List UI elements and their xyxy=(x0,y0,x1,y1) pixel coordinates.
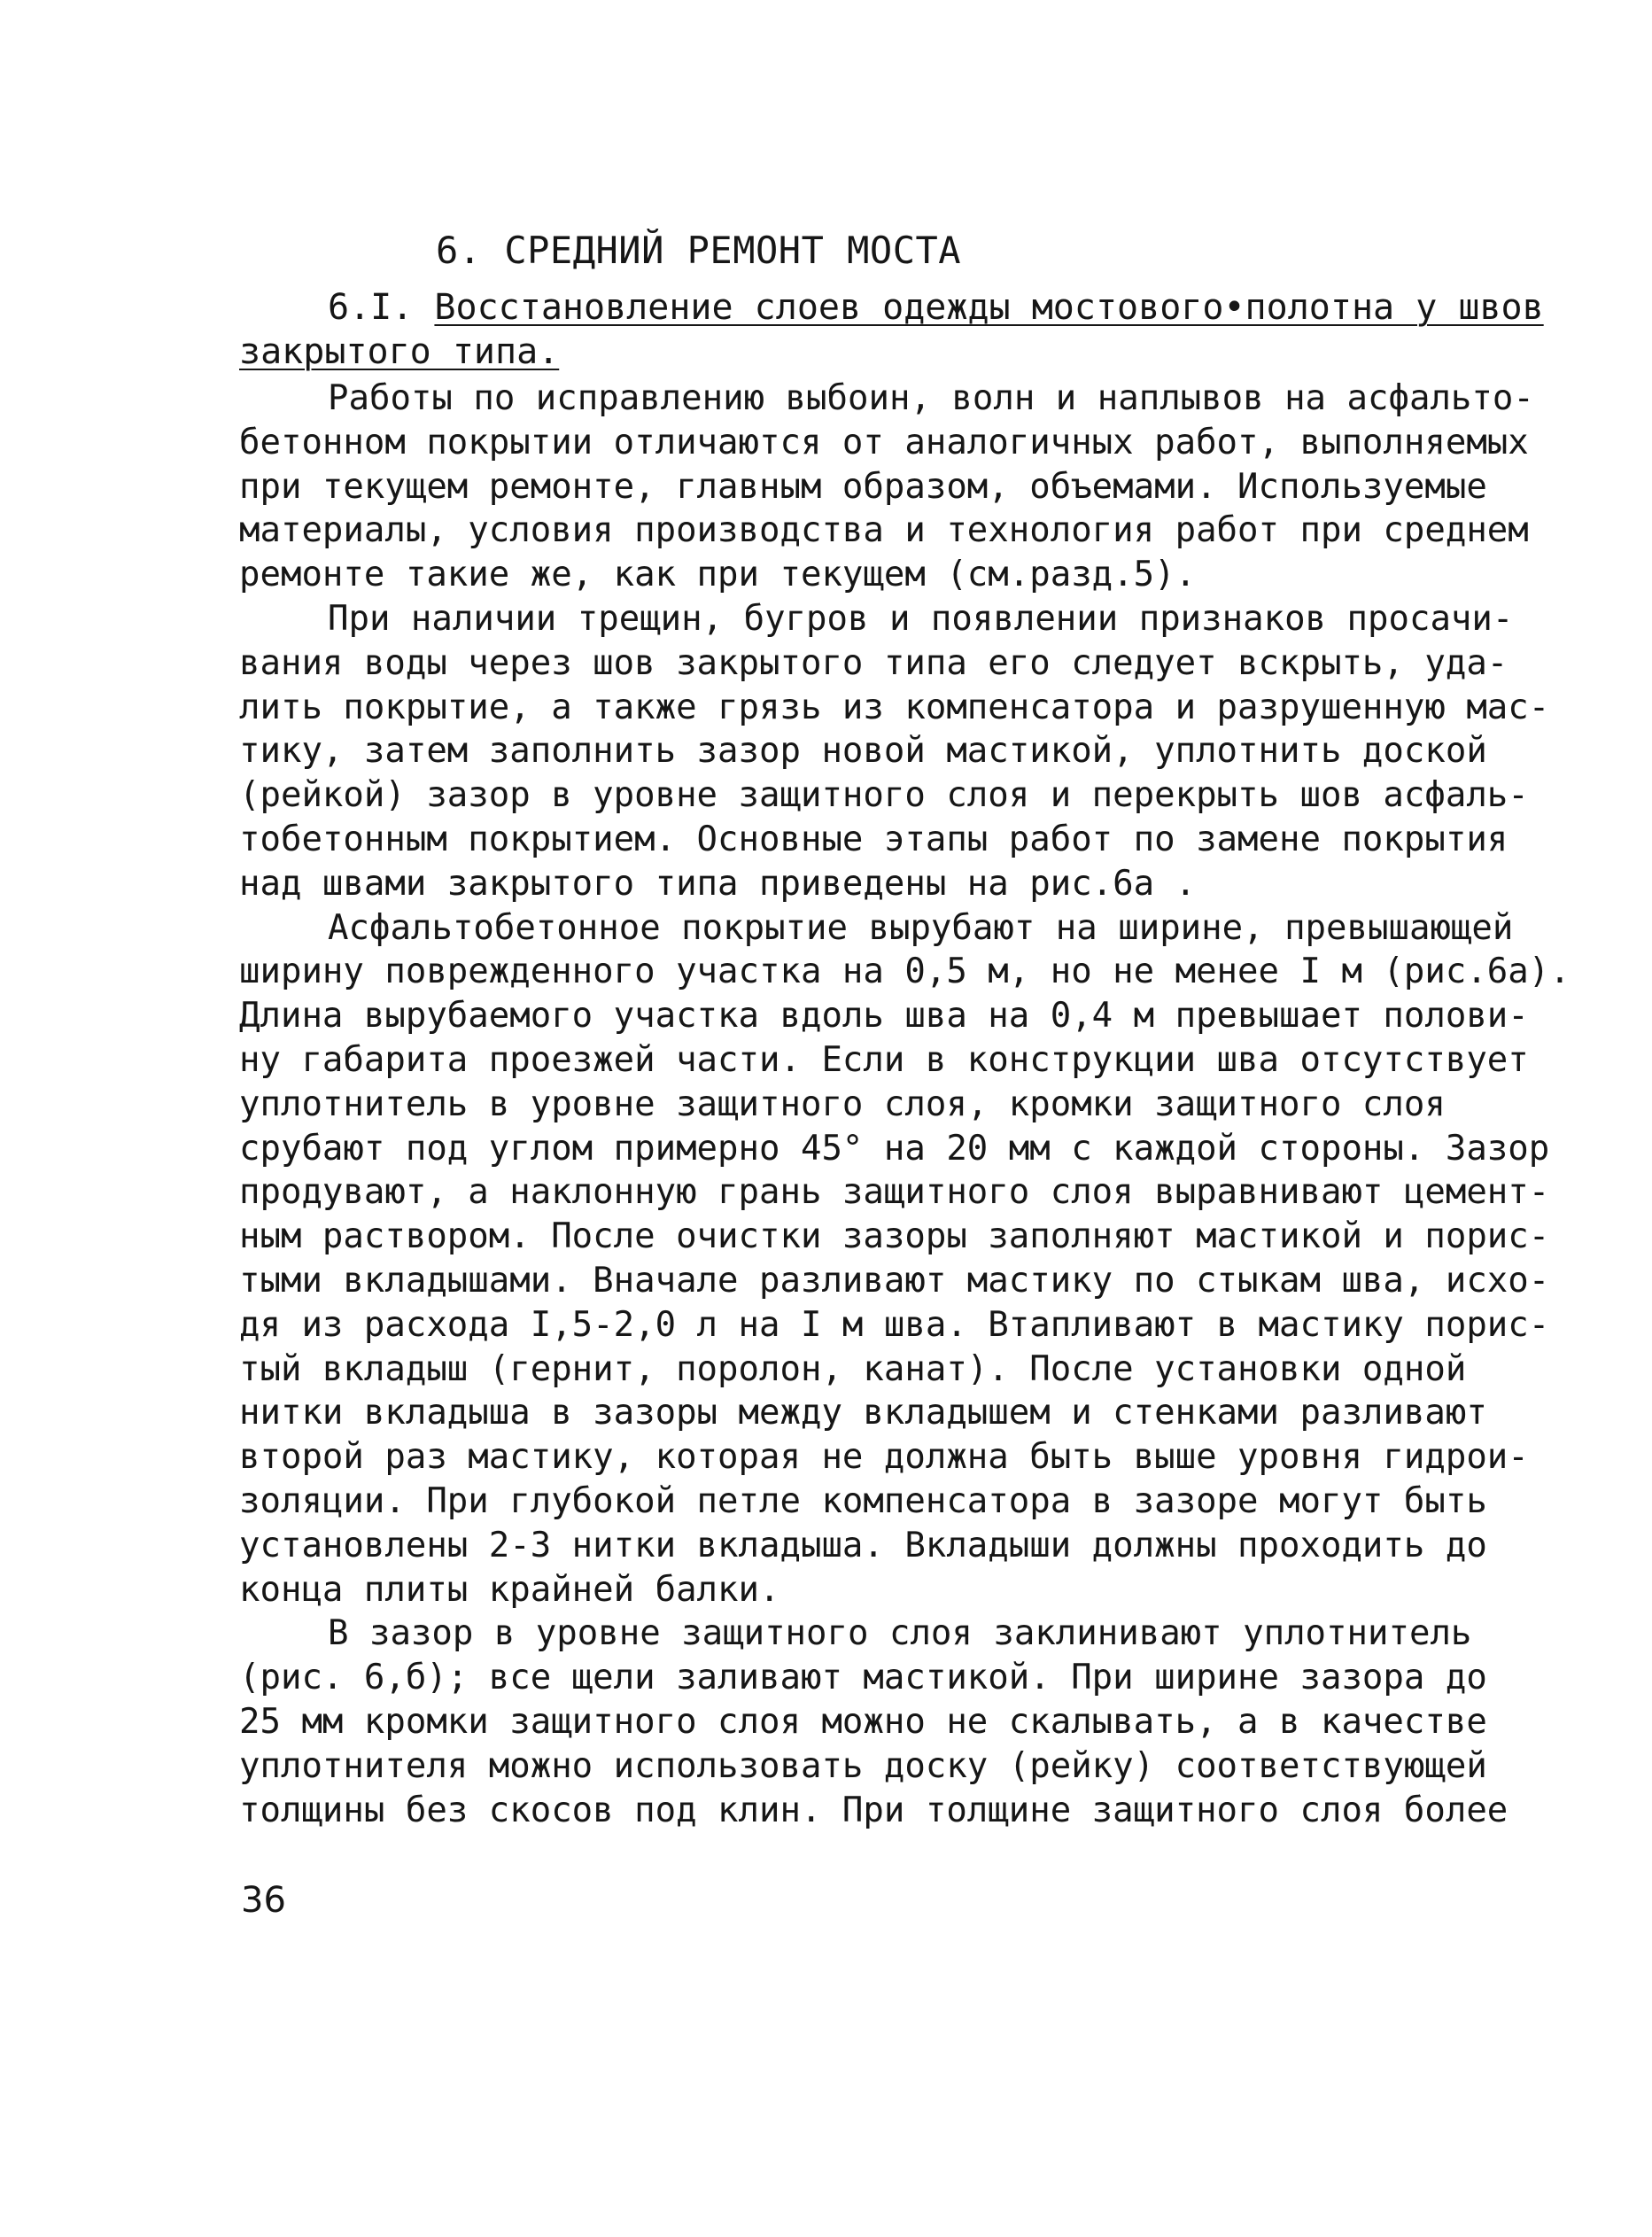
text-line: ным раствором. После очистки зазоры заполняют мастикой и порис- xyxy=(239,1216,1550,1257)
text-line: тобетонным покрытием. Основные этапы работ по замене покрытия xyxy=(239,819,1509,859)
text-line: уплотнитель в уровне защитного слоя, кромки защитного слоя xyxy=(239,1084,1446,1124)
paragraph xyxy=(239,377,1534,597)
text-line: продувают, а наклонную грань защитного слоя выравнивают цемент- xyxy=(239,1172,1550,1213)
text-line: срубают под углом примерно 45° на 20 мм с каждой стороны. Зазор xyxy=(239,1128,1550,1169)
page-number: 36 xyxy=(241,1880,286,1921)
text-line: материалы, условия производства и технология работ при среднем xyxy=(239,510,1529,551)
subsection-title-line-1: Восстановление слоев одежды мостового•полотна у швов xyxy=(434,287,1544,328)
text-line: уплотнителя можно использовать доску (рейку) соответствующей xyxy=(239,1745,1487,1786)
text-line: Работы по исправлению выбоин, волн и наплывов на асфальто- xyxy=(328,378,1534,418)
text-line: ремонте такие же, как при текущем (см.разд.5). xyxy=(239,555,1197,595)
text-line: золяции. При глубокой петле компенсатора в зазоре могут быть xyxy=(239,1480,1487,1521)
subsection-heading xyxy=(239,285,1544,374)
text-line: Длина вырубаемого участка вдоль шва на 0,4 м превышает полови- xyxy=(239,996,1529,1037)
text-line: (рис. 6,б); все щели заливают мастикой. При ширине зазора до xyxy=(239,1658,1487,1698)
text-line: Асфальтобетонное покрытие вырубают на ширине, превышающей xyxy=(328,907,1514,948)
paragraph xyxy=(239,597,1550,906)
text-line: при текущем ремонте, главным образом, объемами. Используемые xyxy=(239,466,1487,507)
subsection-number: 6.I. xyxy=(328,287,414,328)
body-text xyxy=(239,377,1571,1832)
text-line: бетонном покрытии отличаются от аналогичных работ, выполняемых xyxy=(239,422,1529,462)
text-line: При наличии трещин, бугров и появлении признаков просачи- xyxy=(328,598,1514,639)
paragraph xyxy=(239,1612,1509,1832)
text-line: лить покрытие, а также грязь из компенсатора и разрушенную мас- xyxy=(239,687,1550,727)
text-line: (рейкой) зазор в уровне защитного слоя и перекрыть шов асфаль- xyxy=(239,775,1529,816)
text-line: конца плиты крайней балки. xyxy=(239,1569,780,1610)
section-title: 6. СРЕДНИЙ РЕМОНТ МОСТА xyxy=(436,229,962,272)
text-line: дя из расхода I,5-2,0 л на I м шва. Втапливают в мастику порис- xyxy=(239,1304,1550,1345)
text-line: тыми вкладышами. Вначале разливают мастику по стыкам шва, исхо- xyxy=(239,1260,1550,1301)
text-line: установлены 2-3 нитки вкладыша. Вкладыши должны проходить до xyxy=(239,1525,1487,1565)
text-line: 25 мм кромки защитного слоя можно не скалывать, а в качестве xyxy=(239,1701,1487,1742)
text-line: тику, затем заполнить зазор новой мастикой, уплотнить доской xyxy=(239,731,1487,772)
text-line: нитки вкладыша в зазоры между вкладышем и стенками разливают xyxy=(239,1393,1487,1433)
text-line: толщины без скосов под клин. При толщине защитного слоя более xyxy=(239,1790,1509,1830)
text-line: второй раз мастику, которая не должна быть выше уровня гидрои- xyxy=(239,1437,1529,1478)
subsection-title-line-2: закрытого типа. xyxy=(239,331,560,372)
text-line: В зазор в уровне защитного слоя заклинивают уплотнитель xyxy=(328,1613,1472,1654)
text-line: ну габарита проезжей части. Если в конструкции шва отсутствует xyxy=(239,1039,1529,1080)
text-line: ширину поврежденного участка на 0,5 м, но не менее I м (рис.6а). xyxy=(239,952,1571,992)
text-line: вания воды через шов закрытого типа его следует вскрыть, уда- xyxy=(239,642,1509,683)
text-line: тый вкладыш (гернит, поролон, канат). После установки одной xyxy=(239,1348,1467,1389)
paragraph xyxy=(239,906,1571,1612)
text-line: над швами закрытого типа приведены на рис.6а . xyxy=(239,863,1197,904)
